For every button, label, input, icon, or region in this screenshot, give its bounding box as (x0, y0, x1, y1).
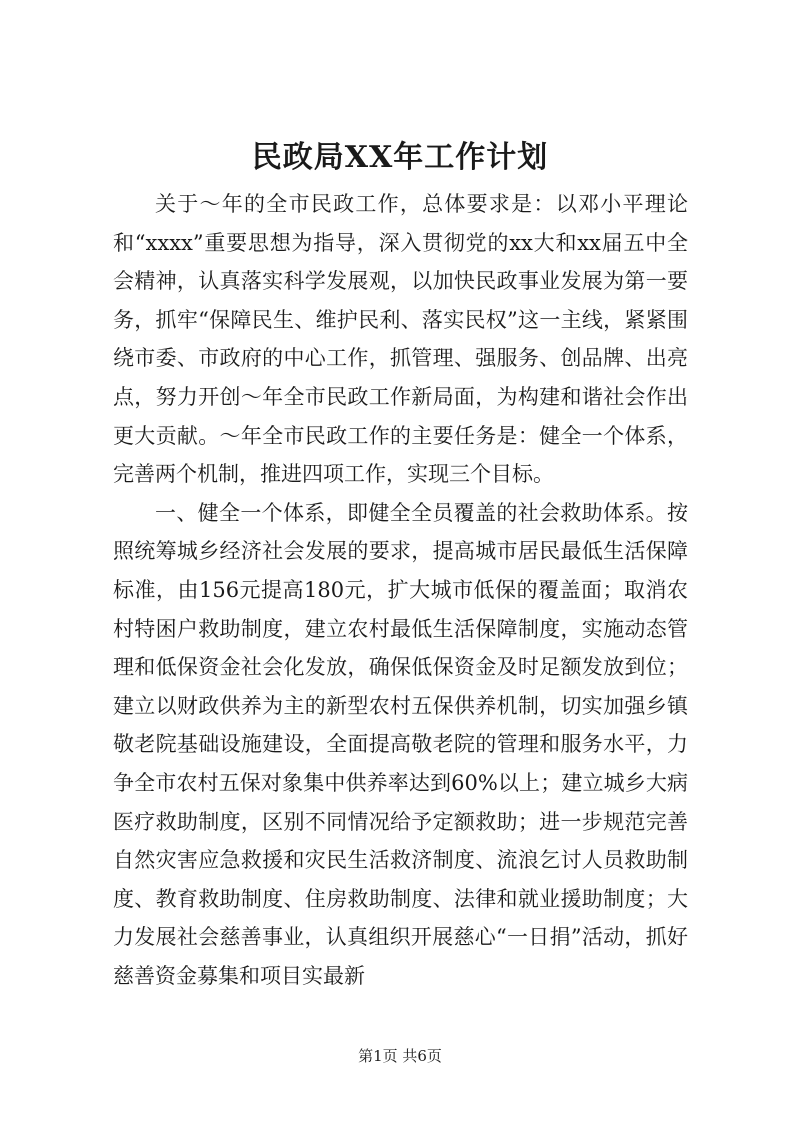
page-footer: 第1页 共6页 (358, 1047, 442, 1065)
paragraph-intro: 关于～年的全市民政工作，总体要求是：以邓小平理论和“xxxx”重要思想为指导，深入贯彻党的xx大和xx届五中全会精神，认真落实科学发展观，以加快民政事业发展为第一要务，抓牢“保障民生、维护民利、落实民权”这一主线，紧紧围绕市委、市政府的中心工作，抓管理、强服务、创品牌、出亮点，努力开创～年全市民政工作新局面，为构建和谐社会作出更大贡献。～年全市民政工作的主要任务是：健全一个体系，完善两个机制，推进四项工作，实现三个目标。 (113, 192, 688, 487)
document-body (113, 185, 688, 995)
paragraph-section-one: 一、健全一个体系，即健全全员覆盖的社会救助体系。按照统筹城乡经济社会发展的要求，提高城市居民最低生活保障标准，由156元提高180元，扩大城市低保的覆盖面；取消农村特困户救助制度，建立农村最低生活保障制度，实施动态管理和低保资金社会化发放，确保低保资金及时足额发放到位；建立以财政供养为主的新型农村五保供养机制，切实加强乡镇敬老院基础设施建设，全面提高敬老院的管理和服务水平，力争全市农村五保对象集中供养率达到60%以上；建立城乡大病医疗救助制度，区别不同情况给予定额救助；进一步规范完善自然灾害应急救援和灾民生活救济制度、流浪乞讨人员救助制度、教育救助制度、住房救助制度、法律和就业援助制度；大力发展社会慈善事业，认真组织开展慈心“一日捐”活动，抓好慈善资金募集和项目实最新 (113, 500, 688, 988)
document-title: 民政局XX年工作计划 (251, 140, 549, 175)
